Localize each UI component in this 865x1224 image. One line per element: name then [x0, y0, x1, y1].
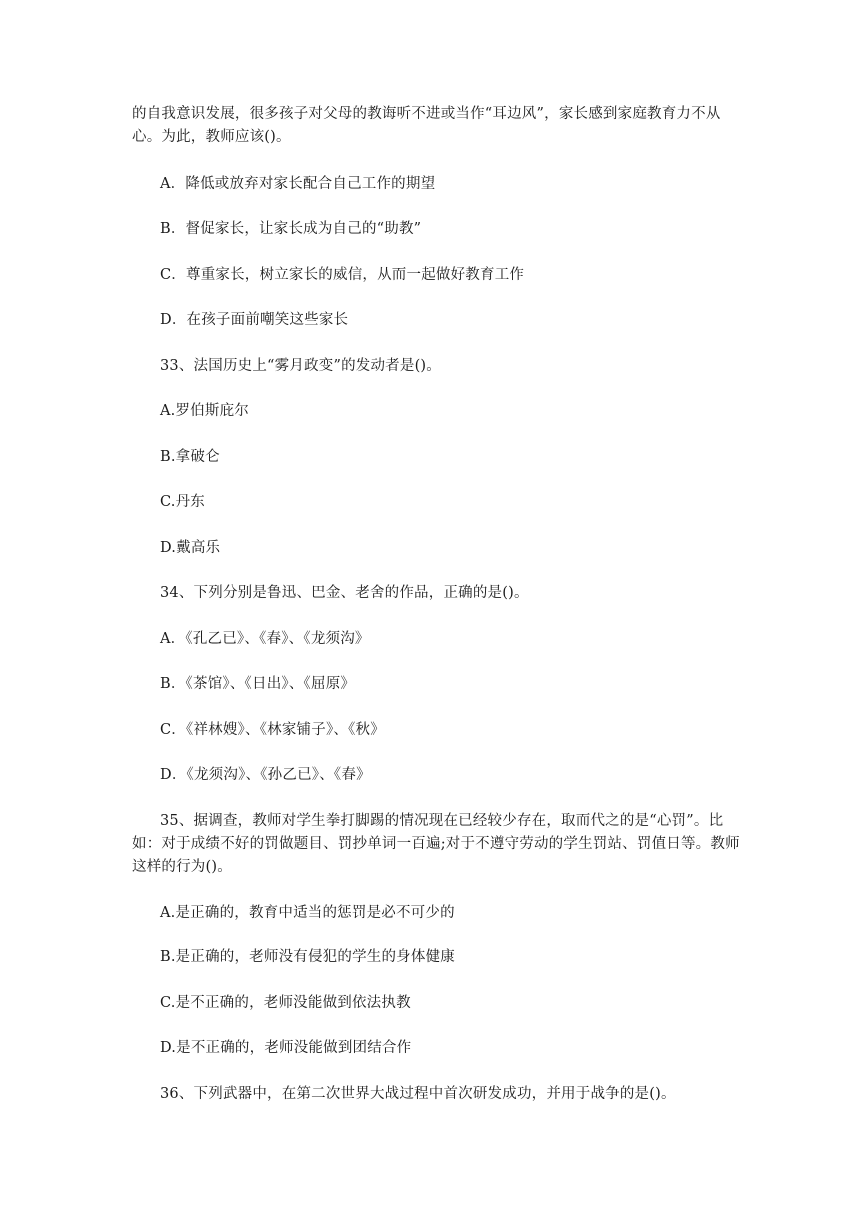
q34-option-d: D．《龙须沟》、《孙乙已》、《春》 — [160, 767, 371, 783]
q36-stem: 36、下列武器中，在第二次世界大战过程中首次研发成功，并用于战争的是()。 — [160, 1086, 676, 1102]
q32-option-b: B．督促家长，让家长成为自己的“助教” — [160, 221, 422, 237]
q33-option-d: D.戴高乐 — [160, 540, 221, 556]
q35-option-d: D.是不正确的，老师没能做到团结合作 — [160, 1040, 412, 1056]
q32-option-c: C．尊重家长，树立家长的威信，从而一起做好教育工作 — [160, 267, 525, 283]
q33-stem: 33、法国历史上“雾月政变”的发动者是()。 — [160, 358, 441, 374]
q34-option-b: B．《茶馆》、《日出》、《屈原》 — [160, 676, 356, 692]
q35-option-b: B.是正确的，老师没有侵犯的学生的身体健康 — [160, 949, 455, 965]
q35-stem: 35、据调查，教师对学生拳打脚踢的情况现在已经较少存在，取而代之的是“心罚”。比如：对于成绩不好的罚做题目、罚抄单词一百遍;对于不遵守劳动的学生罚站、罚值日等。教师这样的行为()。 — [132, 813, 740, 875]
q33-option-b: B.拿破仑 — [160, 449, 220, 465]
q32-option-a: A．降低或放弃对家长配合自己工作的期望 — [160, 176, 436, 192]
q33-option-a: A.罗伯斯庇尔 — [160, 403, 249, 419]
q35-option-a: A.是正确的，教育中适当的惩罚是必不可少的 — [160, 905, 455, 921]
q35-option-c: C.是不正确的，老师没能做到依法执教 — [160, 995, 411, 1011]
q34-stem: 34、下列分别是鲁迅、巴金、老舍的作品，正确的是()。 — [160, 585, 529, 601]
q34-option-c: C．《祥林嫂》、《林家铺子》、《秋》 — [160, 722, 385, 738]
q34-option-a: A．《孔乙已》、《春》、《龙须沟》 — [160, 631, 370, 647]
q32-option-d: D．在孩子面前嘲笑这些家长 — [160, 312, 349, 328]
q32-stem-continuation: 的自我意识发展，很多孩子对父母的教诲听不进或当作“耳边风”，家长感到家庭教育力不从心。为此，教师应该()。 — [132, 106, 721, 145]
q33-option-c: C.丹东 — [160, 494, 205, 510]
